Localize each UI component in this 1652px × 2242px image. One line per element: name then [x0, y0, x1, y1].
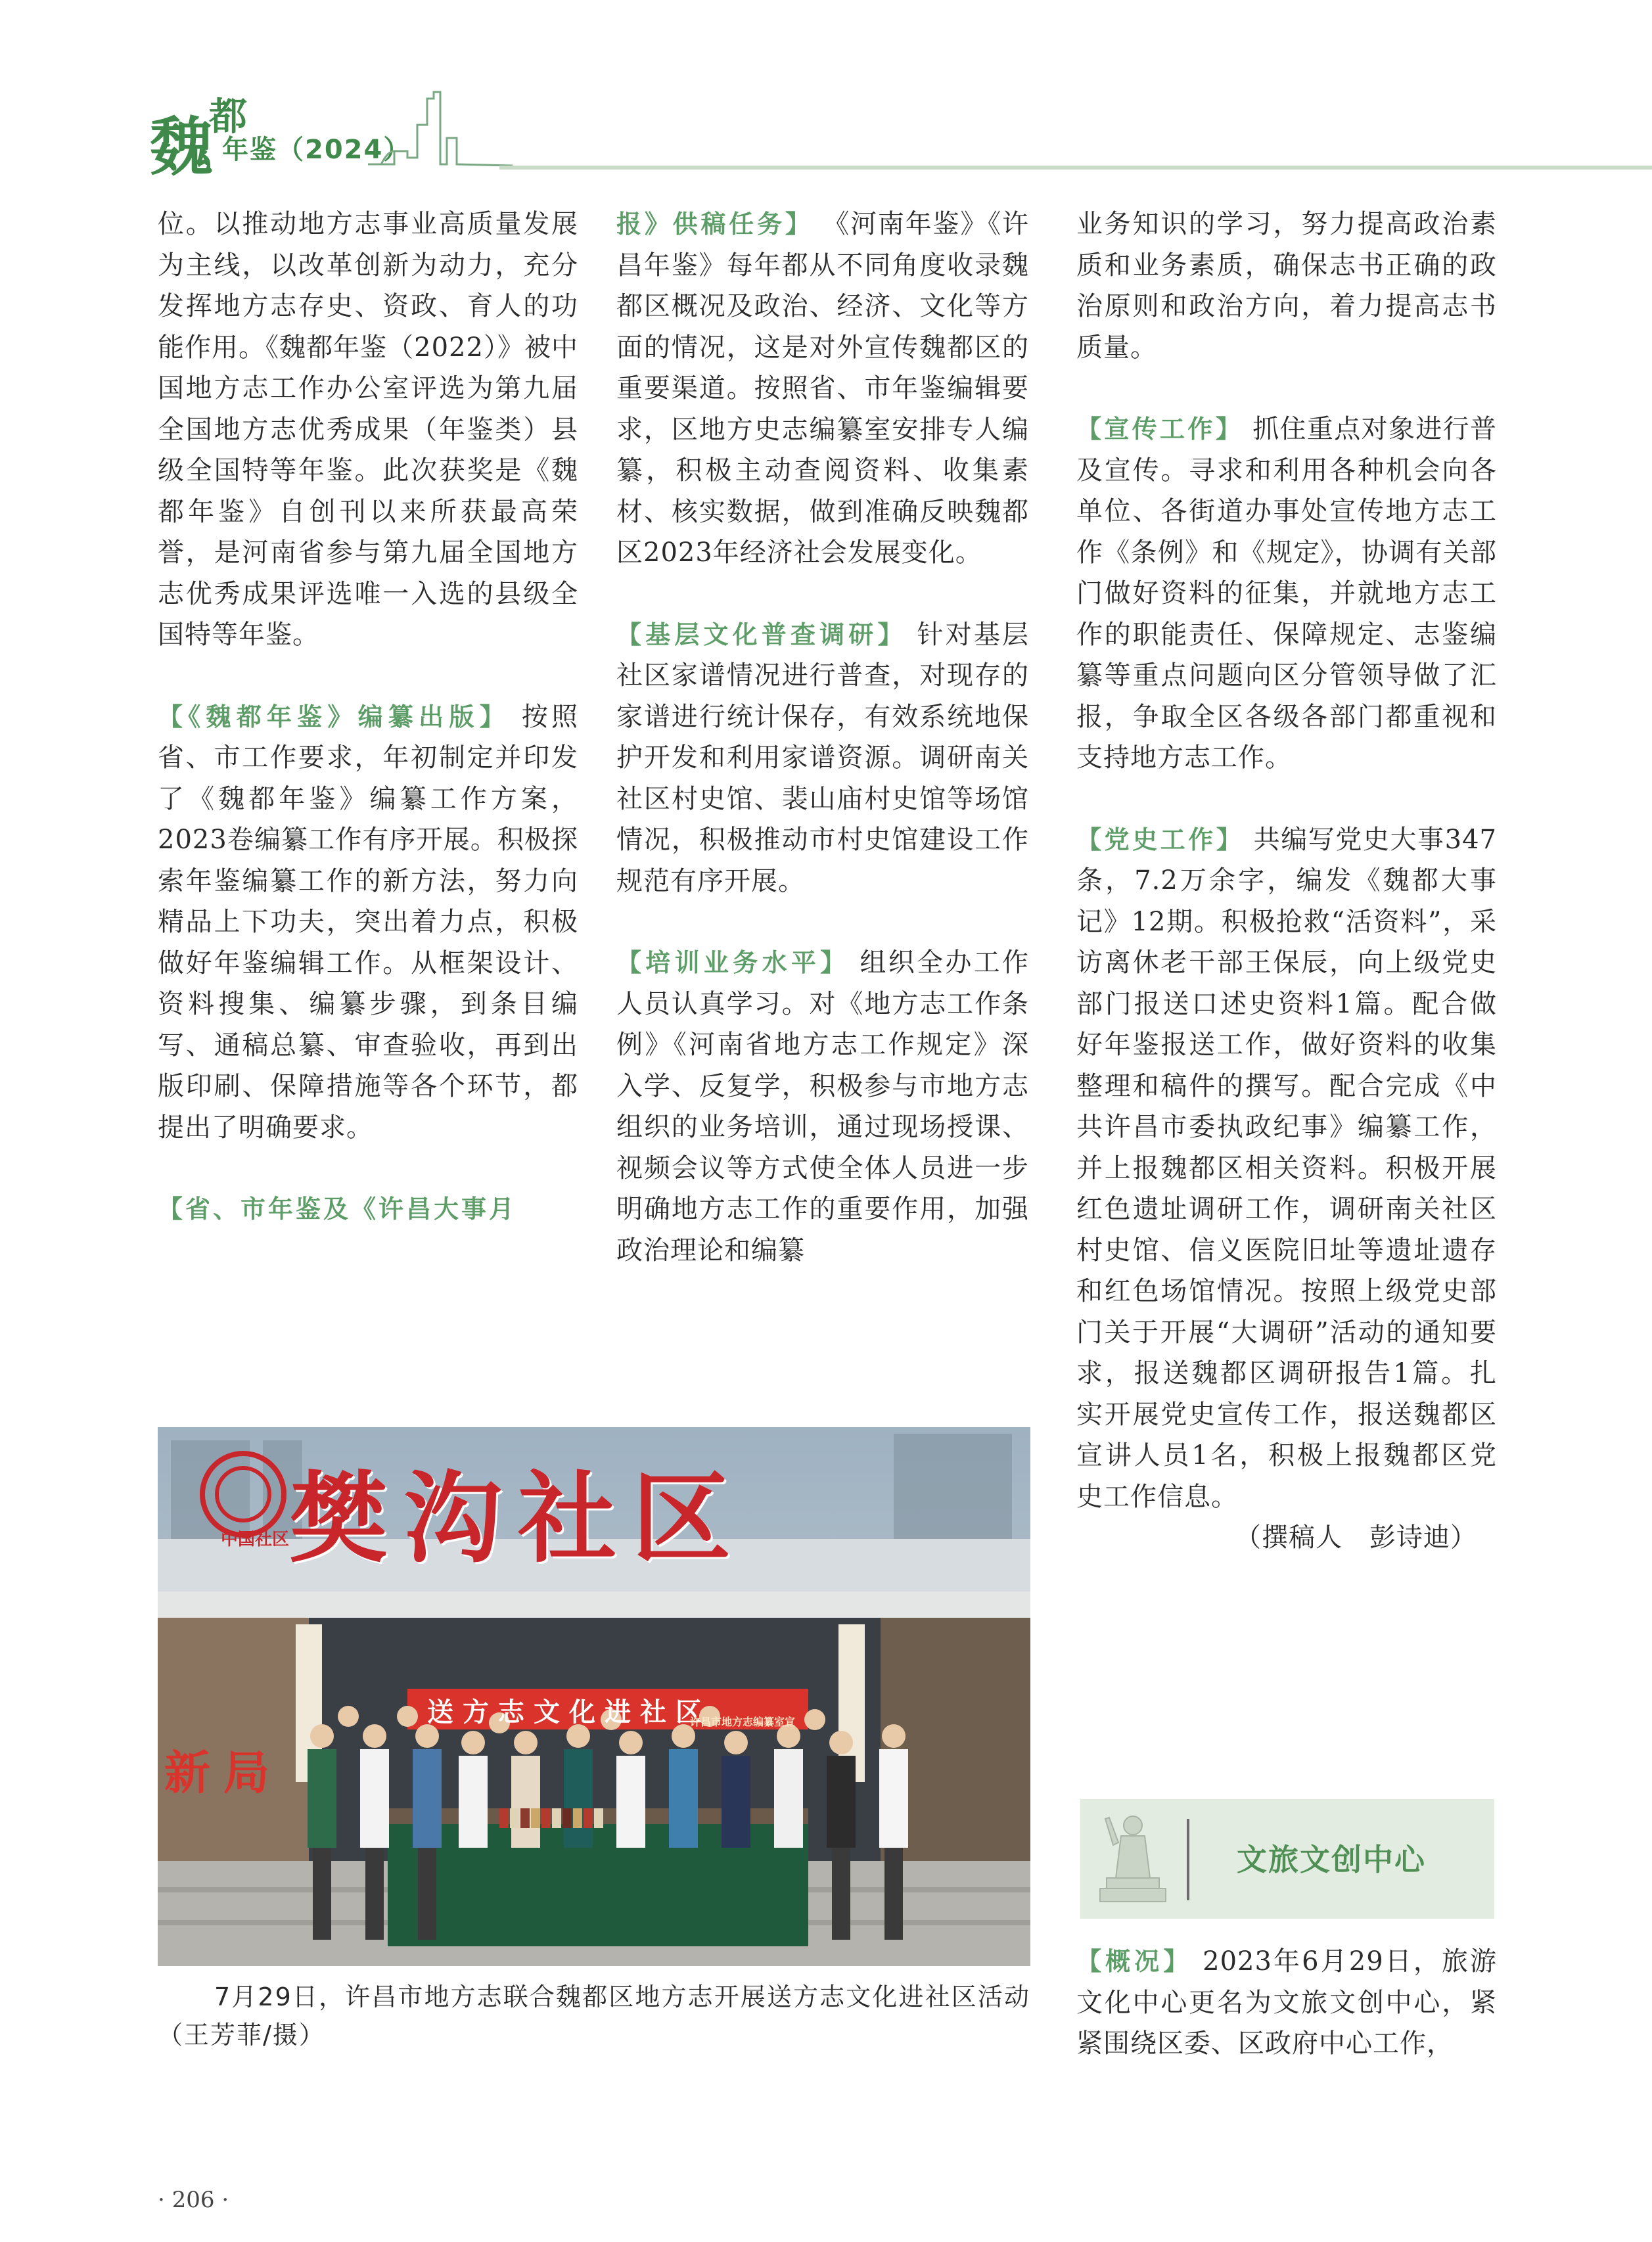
section-heading: 【党史工作】 — [1076, 825, 1245, 854]
section-heading: 【《魏都年鉴》编纂出版】 — [158, 702, 510, 731]
caption-text: 7月29日，许昌市地方志联合魏都区地方志开展送方志文化进社区活动（王芳菲/摄） — [158, 1982, 1030, 2049]
column-2 — [616, 204, 1029, 1271]
column-1 — [158, 204, 578, 1230]
section-heading: 【培训业务水平】 — [616, 948, 850, 977]
paragraph — [158, 1189, 578, 1230]
author-signature: （撰稿人 彭诗迪） — [1235, 1522, 1477, 1553]
section-body: 针对基层社区家谱情况进行普查，对现存的家谱进行统计保存，有效系统地保护开发和利用家谱资源。调研南关社区村史馆、裴山庙村史馆等场馆情况，积极推动市村史馆建设工作规范有序开展。 — [616, 619, 1030, 896]
paragraph: 位。以推动地方志事业高质量发展为主线，以改革创新为动力，充分发挥地方志存史、资政、育人的功能作用。《魏都年鉴（2022）》被中国地方志工作办公室评选为第九届全国地方志优秀成果（年鉴类）县级全国特等年鉴。此次获奖是《魏都年鉴》自创刊以来所获最高荣誉，是河南省参与第九届全国地方志优秀成果评选唯一入选的县级全国特等年鉴。 — [158, 209, 578, 650]
event-banner: 送方志文化进社区 — [427, 1697, 711, 1727]
section-heading: 【概况】 — [1076, 1947, 1193, 1976]
shop-sign: 新局 — [164, 1746, 283, 1800]
header-logo-char-small: 都 — [209, 94, 248, 139]
event-banner-sub: 许昌市地方志编纂室宣 — [690, 1716, 796, 1728]
community-logo-text: 中国社区 — [221, 1530, 290, 1549]
section-heading: 报》供稿任务】 — [616, 210, 814, 239]
page-number: · 206 · — [158, 2187, 229, 2213]
photo-caption — [158, 1978, 1030, 2054]
paragraph — [616, 942, 1029, 1271]
section-heading: 【省、市年鉴及《许昌大事月 — [158, 1195, 517, 1224]
section-title: 文旅文创中心 — [1237, 1842, 1426, 1877]
header-logo-char: 魏 — [150, 110, 210, 184]
section-body: 《河南年鉴》《许昌年鉴》每年都从不同角度收录魏都区概况及政治、经济、文化等方面的情况，这是对外宣传魏都区的重要渠道。按照省、市年鉴编辑要求，区地方史志编纂室安排专人编纂，积极主动查阅资料、收集素材、核实数据，做到准确反映魏都区2023年经济社会发展变化。 — [616, 209, 1030, 568]
section-heading: 【宣传工作】 — [1076, 415, 1244, 444]
section-banner — [1080, 1799, 1494, 1919]
header-subtitle: 年鉴（2024） — [222, 135, 411, 165]
section-body: 共编写党史大事347条，7.2万余字，编发《魏都大事记》12期。积极抢救“活资料”，采访离休老干部王保辰，向上级党史部门报送口述史资料1篇。配合做好年鉴报送工作，做好资料的收集整理和稿件的撰写。配合完成《中共许昌市委执政纪事》编纂工作，并上报魏都区相关资料。积极开展红色遗址调研工作，调研南关社区村史馆、信义医院旧址等遗址遗存和红色场馆情况。按照上级党史部门关于开展“大调研”活动的通知要求，报送魏都区调研报告1篇。扎实开展党史宣传工作，报送魏都区宣讲人员1名，积极上报魏都区党史工作信息。 — [1076, 824, 1497, 1512]
paragraph — [1076, 1941, 1497, 2065]
column-3-continued — [1076, 1941, 1497, 2065]
community-sign: 樊沟社区 — [289, 1461, 747, 1576]
paragraph — [616, 614, 1029, 902]
section-heading: 【基层文化普查调研】 — [616, 620, 907, 649]
paragraph — [158, 697, 578, 1149]
section-body: 抓住重点对象进行普及宣传。寻求和利用各种机会向各单位、各街道办事处宣传地方志工作《条例》和《规定》，协调有关部门做好资料的征集，并就地方志工作的职能责任、保障规定、志鉴编纂等重点问题向区分管领导做了汇报，争取全区各级各部门都重视和支持地方志工作。 — [1076, 414, 1497, 773]
paragraph — [1076, 409, 1497, 779]
paragraph — [1076, 819, 1497, 1518]
section-body: 组织全办工作人员认真学习。对《地方志工作条例》《河南省地方志工作规定》深入学、反复学，积极参与市地方志组织的业务培训，通过现场授课、视频会议等方式使全体人员进一步明确地方志工作的重要作用，加强政治理论和编纂 — [616, 948, 1030, 1266]
event-photo — [158, 1427, 1030, 1966]
paragraph — [616, 204, 1029, 574]
banner-divider — [1187, 1819, 1189, 1900]
section-body: 按照省、市工作要求，年初制定并印发了《魏都年鉴》编纂工作方案，2023卷编纂工作有序开展。积极探索年鉴编纂工作的新方法，努力向精品上下功夫，突出着力点，积极做好年鉴编辑工作。从框架设计、资料搜集、编纂步骤，到条目编写、通稿总纂、审查验收，再到出版印刷、保障措施等各个环节，都提出了明确要求。 — [158, 701, 578, 1143]
statue-icon — [1087, 1806, 1179, 1912]
skyline-illustration — [368, 85, 513, 171]
paragraph: 业务知识的学习，努力提高政治素质和业务素质，确保志书正确的政治原则和政治方向，着力提高志书质量。 — [1076, 209, 1497, 363]
header-rule — [499, 166, 1652, 170]
page-header — [0, 0, 1652, 184]
column-3 — [1076, 204, 1497, 1559]
section-body: 2023年6月29日，旅游文化中心更名为文旅文创中心，紧紧围绕区委、区政府中心工作， — [1076, 1946, 1497, 2059]
